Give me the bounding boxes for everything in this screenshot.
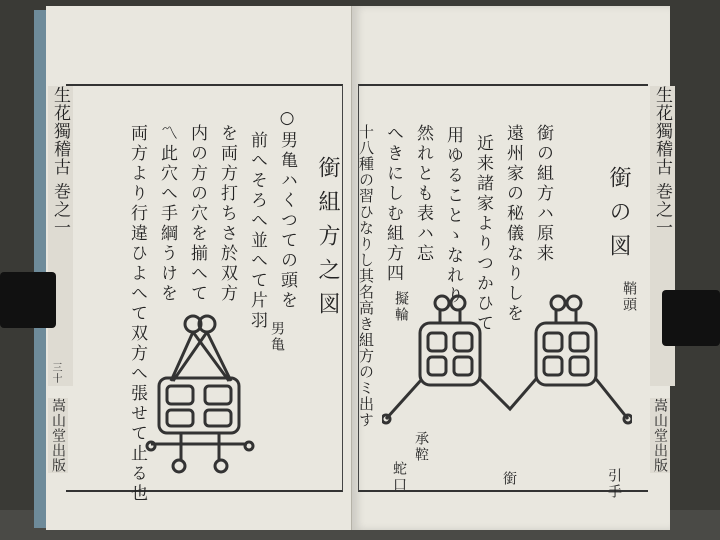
text-column: 用ゆることゝなれり (443, 126, 463, 306)
text-column: 銜の組方ハ原来 (533, 124, 553, 264)
bit-illustration (382, 291, 632, 441)
publisher: 嵩山堂出版 (50, 398, 66, 473)
text-column: 遠州家の秘儀なりしを (503, 124, 523, 324)
margin-title: 生花獨稽古 巻之一 (48, 86, 73, 386)
text-column: 近来諸家よりつかひて (473, 134, 493, 334)
figure-title: 銜の図 (606, 166, 631, 268)
text-column: 両方より行違ひよへて双方へ張せて止る也 (127, 124, 147, 504)
text-column: 然れとも表ハ忘 (413, 124, 433, 264)
figure-label: 男亀 (269, 321, 285, 353)
right-page (352, 6, 670, 530)
bit-knot-illustration (141, 306, 261, 476)
figure-title: 銜組方之図 (315, 156, 340, 326)
figure-label-pull: 引手 (606, 468, 622, 500)
figure-label-bit: 銜 (501, 471, 517, 487)
text-column: 内の方の穴を揃へて (187, 124, 207, 304)
figure-label-head: 鞘頭 (621, 281, 637, 313)
text-column: 十八種の習ひなりし其名高き組方のミ出す (357, 124, 375, 428)
figure-label-mouth: 蛇口 (391, 461, 407, 493)
figure-label-ring: 擬輪 (393, 291, 409, 323)
page-clip (662, 290, 720, 346)
page-clip (0, 272, 56, 328)
text-column: を両方打ちさ於双方 (217, 124, 237, 304)
left-page (46, 6, 352, 530)
publisher: 嵩山堂出版 (652, 398, 668, 473)
text-column: ○男亀ハくつての頭を (277, 108, 297, 311)
page-number: 三十 (50, 362, 61, 384)
margin-title: 生花獨稽古 巻之一 (650, 86, 675, 386)
text-column: へきにしむ組方四 (383, 124, 403, 284)
text-column: 〽此穴へ手綱うけを (157, 124, 177, 304)
text-column: 前へそろへ並へて片羽 (247, 131, 267, 331)
figure-label-strap: 承鞚 (413, 431, 429, 463)
